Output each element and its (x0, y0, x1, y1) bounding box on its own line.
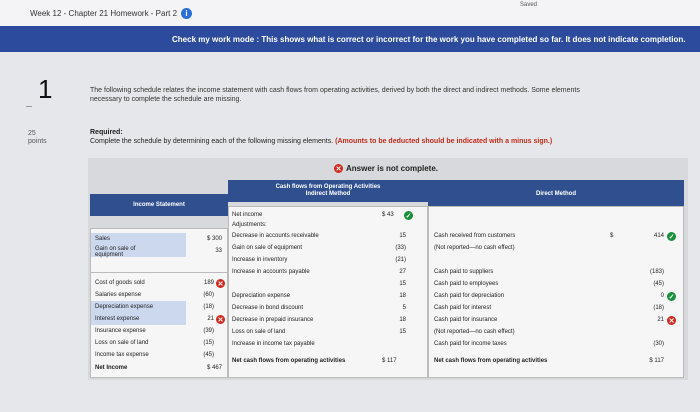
direct-value-suppliers[interactable]: (183) (649, 269, 664, 275)
direct-label-taxes: Cash paid for income taxes (434, 341, 507, 347)
insurance-incorrect-icon: ✕ (668, 317, 675, 325)
indirect-label-depreciation: Depreciation expense (232, 293, 291, 299)
customers-correct-icon: ✓ (668, 233, 675, 241)
question-description: The following schedule relates the income statement with cash flows from operating activities, derived by both the direct and indirect methods. Some elements necessary to complete the schedule are missing. (90, 87, 580, 103)
indirect-value-gain[interactable]: (33) (395, 245, 406, 251)
answer-status (334, 164, 438, 173)
indirect-label-tax-payable: Increase in income tax payable (232, 341, 315, 347)
direct-label-employees: Cash paid to employees (434, 281, 499, 287)
points-value: 25 (28, 130, 36, 137)
indirect-label-loss-land: Loss on sale of land (232, 329, 286, 335)
income-label-sales: Sales (95, 236, 111, 242)
required-text: Complete the schedule by determining each of the following missing elements. (90, 138, 334, 145)
indirect-label-net-income: Net income (232, 212, 263, 218)
income-value-interest[interactable]: 21 (207, 316, 214, 322)
indirect-label-adjustments: Adjustments: (232, 222, 267, 228)
indirect-label-ar: Decrease in accounts receivable (232, 233, 319, 239)
direct-method-header: Direct Method (428, 180, 684, 208)
indirect-value-ap[interactable]: 27 (399, 269, 406, 275)
check-mode-banner (0, 26, 700, 52)
direct-label-net-cash: Net cash flows from operating activities (434, 358, 548, 364)
depreciation-correct-icon: ✓ (668, 293, 675, 301)
income-statement-header: Income Statement (90, 194, 228, 216)
income-value-sales[interactable]: $ 300 (206, 236, 222, 242)
indirect-value-net-income[interactable]: $ 43 (382, 212, 394, 218)
direct-label-customers: Cash received from customers (434, 233, 516, 239)
direct-value-employees[interactable]: (45) (653, 281, 664, 287)
required-section (90, 128, 650, 146)
required-note: (Amounts to be deducted should be indicated with a minus sign.) (335, 138, 553, 145)
income-label-insurance: Insurance expense (95, 328, 146, 334)
indirect-value-ar[interactable]: 15 (399, 233, 406, 239)
indirect-value-blank-row[interactable]: 15 (399, 281, 406, 287)
income-value-salaries[interactable]: (60) (203, 292, 214, 298)
direct-label-not-reported-1: (Not reported—no cash effect) (434, 245, 515, 251)
income-value-loss-land[interactable]: (15) (203, 340, 214, 346)
question-number: 1 (38, 74, 53, 104)
cashflow-title: Cash flows from Operating Activities (275, 184, 381, 190)
top-bar (0, 0, 700, 26)
saved-indicator: Saved (520, 2, 538, 8)
income-label-cogs: Cost of goods sold (95, 280, 145, 286)
direct-value-taxes[interactable]: (30) (653, 341, 664, 347)
income-label-depreciation: Depreciation expense (95, 304, 154, 310)
indirect-value-inventory[interactable]: (21) (395, 257, 406, 263)
direct-method-table (428, 206, 684, 378)
direct-value-net-cash[interactable]: $ 117 (649, 358, 664, 364)
direct-label-not-reported-2: (Not reported—no cash effect) (434, 329, 515, 335)
net-income-correct-icon: ✓ (405, 212, 412, 220)
direct-value-interest[interactable]: (18) (653, 305, 664, 311)
info-icon[interactable]: i (181, 8, 192, 19)
direct-label-interest: Cash paid for interest (434, 305, 492, 311)
income-label-net: Net Income (95, 365, 128, 371)
indirect-value-loss-land[interactable]: 15 (399, 329, 406, 335)
direct-value-insurance[interactable]: 21 (657, 317, 664, 323)
required-label: Required: (90, 129, 123, 136)
incorrect-icon: ✕ (335, 165, 342, 173)
status-text: Answer is not complete. (346, 164, 439, 173)
indirect-label-net-cash: Net cash flows from operating activities (232, 358, 346, 364)
interest-incorrect-icon: ✕ (217, 316, 224, 324)
indirect-label-bond: Decrease in bond discount (232, 305, 304, 311)
income-value-net[interactable]: $ 467 (206, 365, 222, 371)
indirect-value-depreciation[interactable]: 18 (399, 293, 406, 299)
cashflow-header (228, 180, 428, 202)
points-box (28, 130, 47, 146)
indirect-label-inventory: Increase in inventory (232, 257, 288, 263)
divider (26, 106, 32, 107)
income-label-salaries: Salaries expense (95, 292, 142, 298)
assignment-title: Week 12 - Chapter 21 Homework - Part 2 (30, 8, 178, 18)
income-divider (91, 272, 227, 273)
income-label-gain: Gain on sale of equipment (95, 246, 136, 258)
direct-value-customers[interactable]: 414 (653, 233, 664, 239)
income-label-tax: Income tax expense (95, 352, 149, 358)
income-value-insurance[interactable]: (39) (203, 328, 214, 334)
direct-label-suppliers: Cash paid to suppliers (434, 269, 494, 275)
direct-value-depreciation[interactable]: 0 (660, 293, 664, 299)
direct-label-insurance: Cash paid for insurance (434, 317, 498, 323)
direct-label-depreciation: Cash paid for depreciation (434, 293, 505, 299)
indirect-value-bond[interactable]: 5 (402, 305, 406, 311)
income-value-depreciation[interactable]: (18) (203, 304, 214, 310)
income-value-gain[interactable]: 33 (215, 248, 222, 254)
direct-dollar-sign: $ (610, 233, 614, 239)
points-label: points (28, 138, 47, 145)
income-value-cogs[interactable]: 189 (203, 280, 214, 286)
income-label-loss-land: Loss on sale of land (95, 340, 149, 346)
banner-text: Check my work mode : This shows what is correct or incorrect for the work you have completed so far. It does not indicate completion. (172, 34, 686, 44)
indirect-value-prepaid[interactable]: 18 (399, 317, 406, 323)
indirect-method-label: Indirect Method (305, 191, 351, 197)
indirect-method-table (228, 206, 428, 378)
income-value-tax[interactable]: (45) (203, 352, 214, 358)
cogs-incorrect-icon: ✕ (217, 280, 224, 288)
indirect-value-net-cash[interactable]: $ 117 (382, 358, 397, 364)
indirect-label-gain: Gain on sale of equipment (232, 245, 303, 251)
indirect-label-ap: Increase in accounts payable (232, 269, 310, 275)
indirect-label-prepaid: Decrease in prepaid insurance (232, 317, 314, 323)
income-label-interest: Interest expense (95, 316, 140, 322)
